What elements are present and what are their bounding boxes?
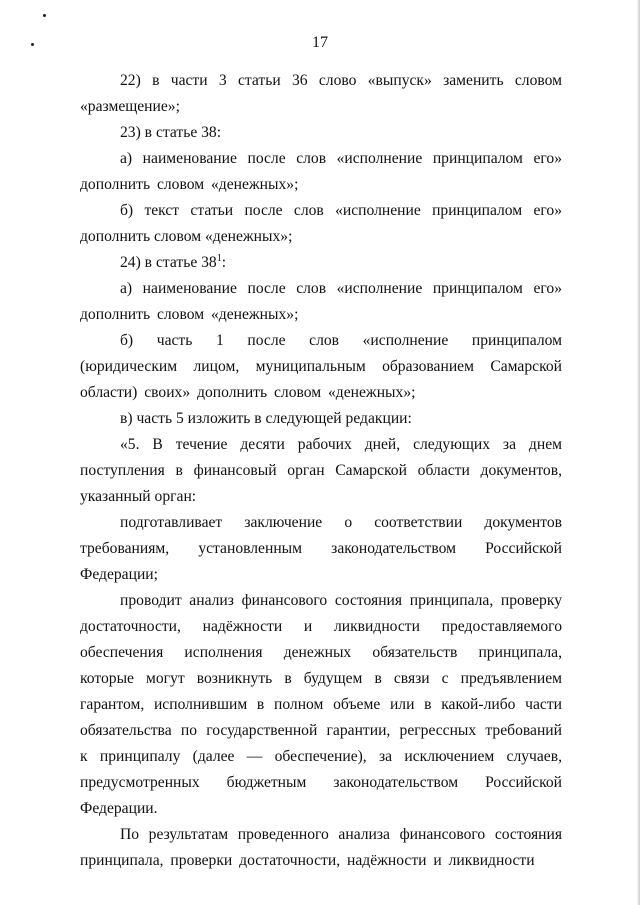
- scan-speck: [43, 14, 46, 17]
- paragraph-22: 22) в части 3 статьи 36 слово «выпуск» заменить словом «размещение»;: [80, 72, 562, 115]
- paragraph-23a: а) наименование после слов «исполнение принципалом его» дополнить словом «денежных»;: [80, 150, 562, 193]
- paragraph-23: 23) в статье 38:: [120, 124, 222, 141]
- paragraph-quote-5: «5. В течение десяти рабочих дней, следующих за днем поступления в финансовый орган Самарской области документов, указанный орган:: [80, 436, 562, 505]
- paragraph-prepares: подготавливает заключение о соответствии документов требованиям, установленным законодательством Российской Федерации;: [80, 514, 562, 583]
- paragraph-results: По результатам проведенного анализа финансового состояния принципала, проверки достаточности, надёжности и ликвидности: [80, 826, 562, 869]
- paragraph-24: [80, 250, 562, 276]
- paragraph-24v: в) часть 5 изложить в следующей редакции:: [120, 410, 412, 427]
- paragraph-24a: а) наименование после слов «исполнение принципалом его» дополнить словом «денежных»;: [80, 280, 562, 323]
- paragraph-24-text: 24) в статье 38: [120, 254, 217, 271]
- paragraph-24-colon: :: [221, 254, 227, 271]
- page-number: 17: [312, 34, 328, 51]
- paragraph-24b: б) часть 1 после слов «исполнение принципалом (юридическим лицом, муниципальным образованием Самарской области) своих» дополнить словом «денежных»;: [80, 332, 562, 401]
- paragraph-analysis: проводит анализ финансового состояния принципала, проверку достаточности, надёжности и ликвидности предоставляемого обеспечения исполнения денежных обязательств принципала, которые могут возникнуть в будущем в связи с предъявлением гарантом, исполнившим в полном объеме или в какой-либо части обязательства по государственной гарантии, регрессных требований к принципалу (далее — обеспечение), за исключением случаев, предусмотренных бюджетным законодательством Российской Федерации.: [80, 592, 562, 817]
- paragraph-24-superscript: 1: [216, 253, 222, 264]
- document-body: [80, 68, 562, 874]
- paragraph-23b: б) текст статьи после слов «исполнение принципалом его» дополнить словом «денежных»;: [80, 202, 562, 245]
